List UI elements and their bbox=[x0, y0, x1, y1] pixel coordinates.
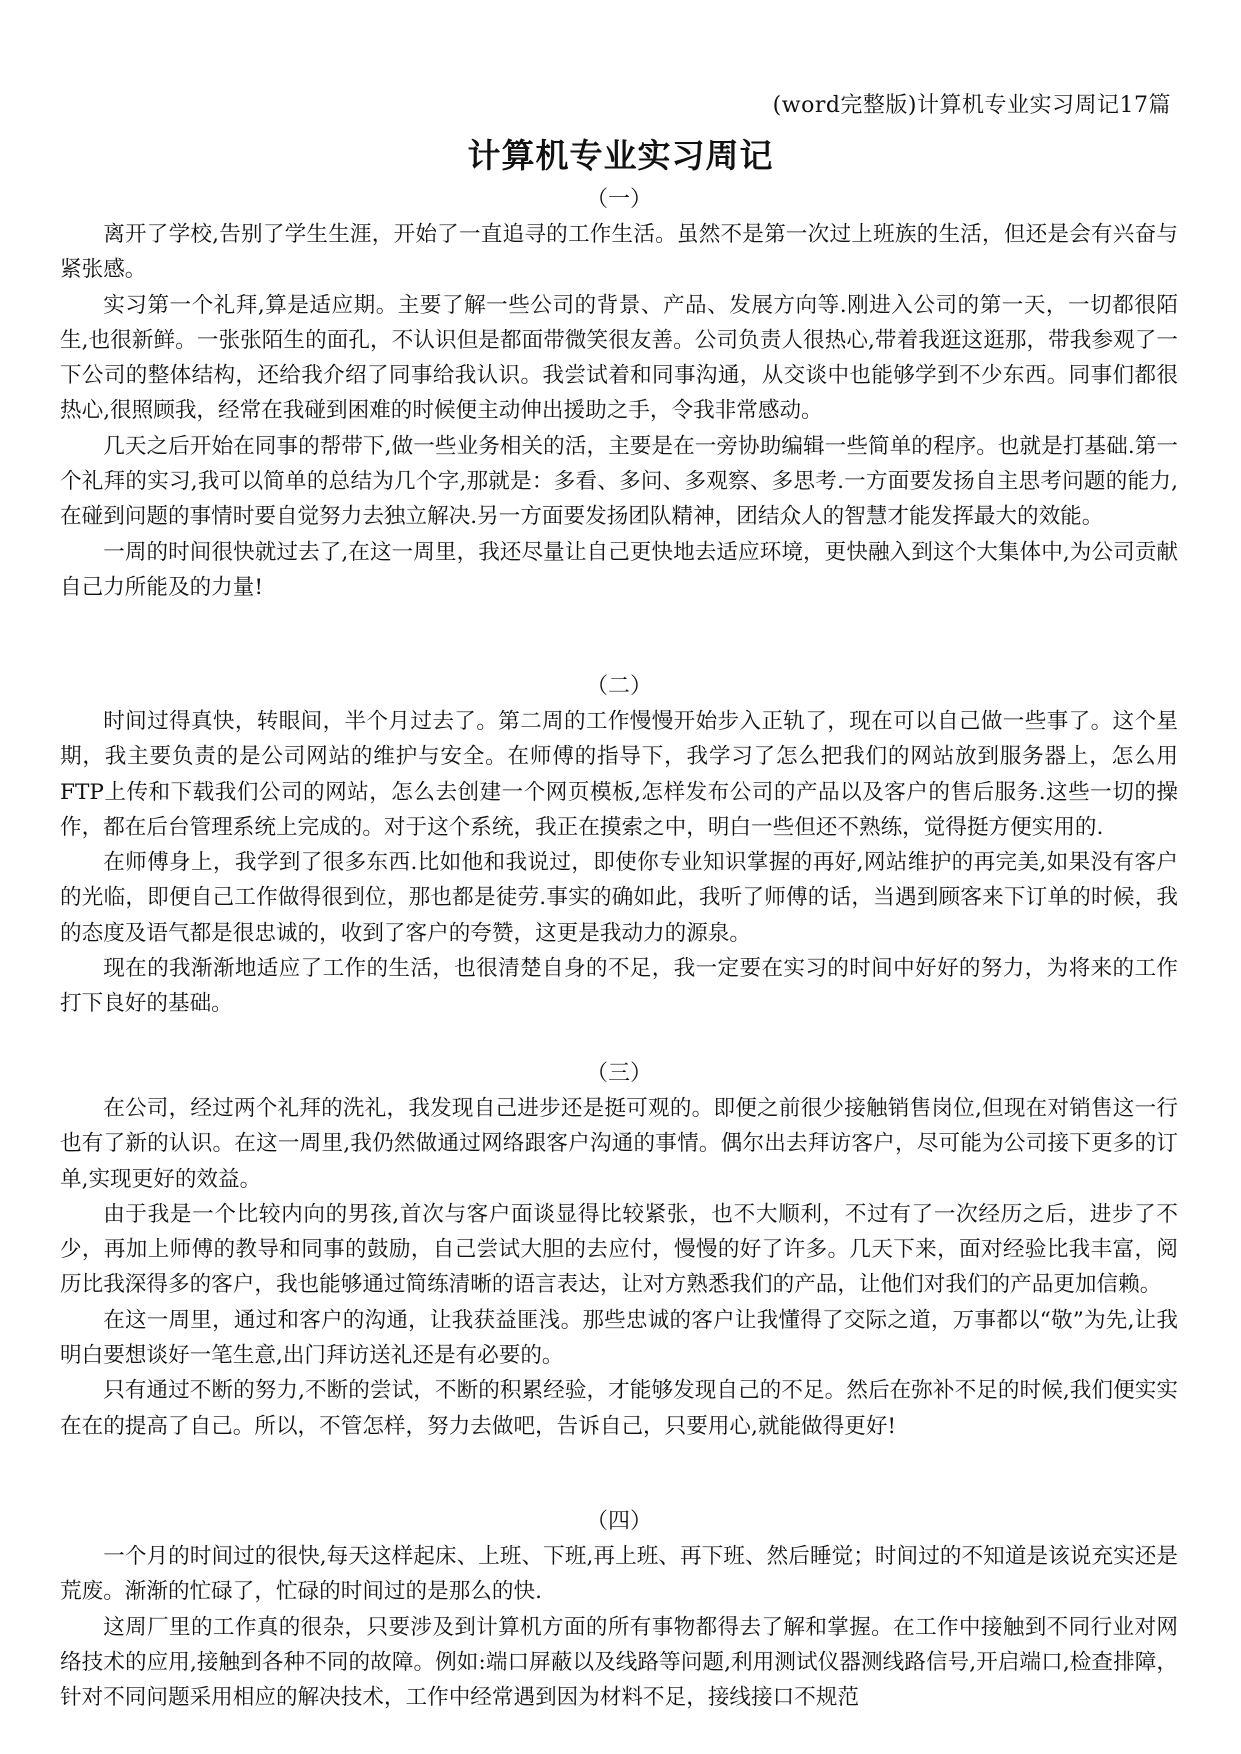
document-title: 计算机专业实习周记 bbox=[467, 136, 774, 175]
paragraph: 几天之后开始在同事的帮带下,做一些业务相关的活，主要是在一旁协助编辑一些简单的程序。也就是打基础.第一个礼拜的实习,我可以简单的总结为几个字,那就是：多看、多问、多观察、多思考.一方面要发扬自主思考问题的能力,在碰到问题的事情时要自觉努力去独立解决.另一方面要发扬团队精神，团结众人的智慧才能发挥最大的效能。 bbox=[60, 433, 1178, 530]
section-heading: （一） bbox=[585, 187, 652, 212]
paragraph: 现在的我渐渐地适应了工作的生活，也很清楚自身的不足，我一定要在实习的时间中好好的努力，为将来的工作打下良好的基础。 bbox=[60, 956, 1178, 1017]
paragraph: 这周厂里的工作真的很杂，只要涉及到计算机方面的所有事物都得去了解和掌握。在工作中接触到不同行业对网络技术的应用,接触到各种不同的故障。例如:端口屏蔽以及线路等问题,利用测试仪器测线路信号,开启端口,检查排障，针对不同问题采用相应的解决技术，工作中经常遇到因为材料不足，接线接口不规范 bbox=[60, 1614, 1178, 1711]
section-heading: （三） bbox=[585, 1061, 652, 1086]
section-heading: （二） bbox=[585, 674, 652, 699]
section-3 bbox=[60, 1057, 1178, 1444]
section-heading: （四） bbox=[585, 1509, 652, 1534]
paragraph: 在师傅身上，我学到了很多东西.比如他和我说过，即使你专业知识掌握的再好,网站维护的再完美,如果没有客户的光临，即便自己工作做得很到位，那也都是徒劳.事实的确如此，我听了师傅的话，当遇到顾客来下订单的时候，我的态度及语气都是很忠诚的，收到了客户的夸赞，这更是我动力的源泉。 bbox=[60, 850, 1178, 946]
paragraph: 由于我是一个比较内向的男孩,首次与客户面谈显得比较紧张，也不大顺利，不过有了一次经历之后，进步了不少，再加上师傅的教导和同事的鼓励，自己尝试大胆的去应付，慢慢的好了许多。几天下来，面对经验比我丰富，阅历比我深得多的客户，我也能够通过简练清晰的语言表达，让对方熟悉我们的产品，让他们对我们的产品更加信赖。 bbox=[60, 1201, 1178, 1298]
paragraph: 只有通过不断的努力,不断的尝试，不断的积累经验，才能够发现自己的不足。然后在弥补不足的时候,我们便实实在在的提高了自己。所以，不管怎样，努力去做吧，告诉自己，只要用心,就能做得更好! bbox=[60, 1378, 1178, 1439]
paragraph: 一个月的时间过的很快,每天这样起床、上班、下班,再上班、再下班、然后睡觉；时间过的不知道是该说充实还是荒废。渐渐的忙碌了，忙碌的时间过的是那么的快. bbox=[60, 1544, 1178, 1605]
section-4 bbox=[60, 1505, 1178, 1715]
section-2 bbox=[60, 670, 1178, 1022]
paragraph: 在公司，经过两个礼拜的洗礼，我发现自己进步还是挺可观的。即便之前很少接触销售岗位,但现在对销售这一行也有了新的认识。在这一周里,我仍然做通过网络跟客户沟通的事情。偶尔出去拜访客户，尽可能为公司接下更多的订单,实现更好的效益。 bbox=[60, 1096, 1178, 1192]
paragraph: 在这一周里，通过和客户的沟通，让我获益匪浅。那些忠诚的客户让我懂得了交际之道，万事都以“敬”为先,让我明白要想谈好一笔生意,出门拜访送礼还是有必要的。 bbox=[60, 1307, 1178, 1369]
paragraph: 一周的时间很快就过去了,在这一周里，我还尽量让自己更快地去适应环境，更快融入到这个大集体中,为公司贡献自己力所能及的力量! bbox=[60, 539, 1178, 600]
running-header: (word完整版)计算机专业实习周记17篇 bbox=[772, 93, 1171, 118]
section-1 bbox=[60, 183, 1178, 605]
paragraph: 实习第一个礼拜,算是适应期。主要了解一些公司的背景、产品、发展方向等.刚进入公司的第一天，一切都很陌生,也很新鲜。一张张陌生的面孔，不认识但是都面带微笑很友善。公司负责人很热心,带着我逛这逛那，带我参观了一下公司的整体结构，还给我介绍了同事给我认识。我尝试着和同事沟通，从交谈中也能够学到不少东西。同事们都很热心,很照顾我，经常在我碰到困难的时候便主动伸出援助之手，令我非常感动。 bbox=[60, 292, 1178, 424]
paragraph: 离开了学校,告别了学生生涯，开始了一直追寻的工作生活。虽然不是第一次过上班族的生活，但还是会有兴奋与紧张感。 bbox=[60, 222, 1178, 283]
paragraph: 时间过得真快，转眼间，半个月过去了。第二周的工作慢慢开始步入正轨了，现在可以自己做一些事了。这个星期，我主要负责的是公司网站的维护与安全。在师傅的指导下，我学习了怎么把我们的网站放到服务器上，怎么用FTP上传和下载我们公司的网站，怎么去创建一个网页模板,怎样发布公司的产品以及客户的售后服务.这些一切的操作，都在后台管理系统上完成的。对于这个系统，我正在摸索之中，明白一些但还不熟练，觉得挺方便实用的. bbox=[60, 709, 1178, 840]
